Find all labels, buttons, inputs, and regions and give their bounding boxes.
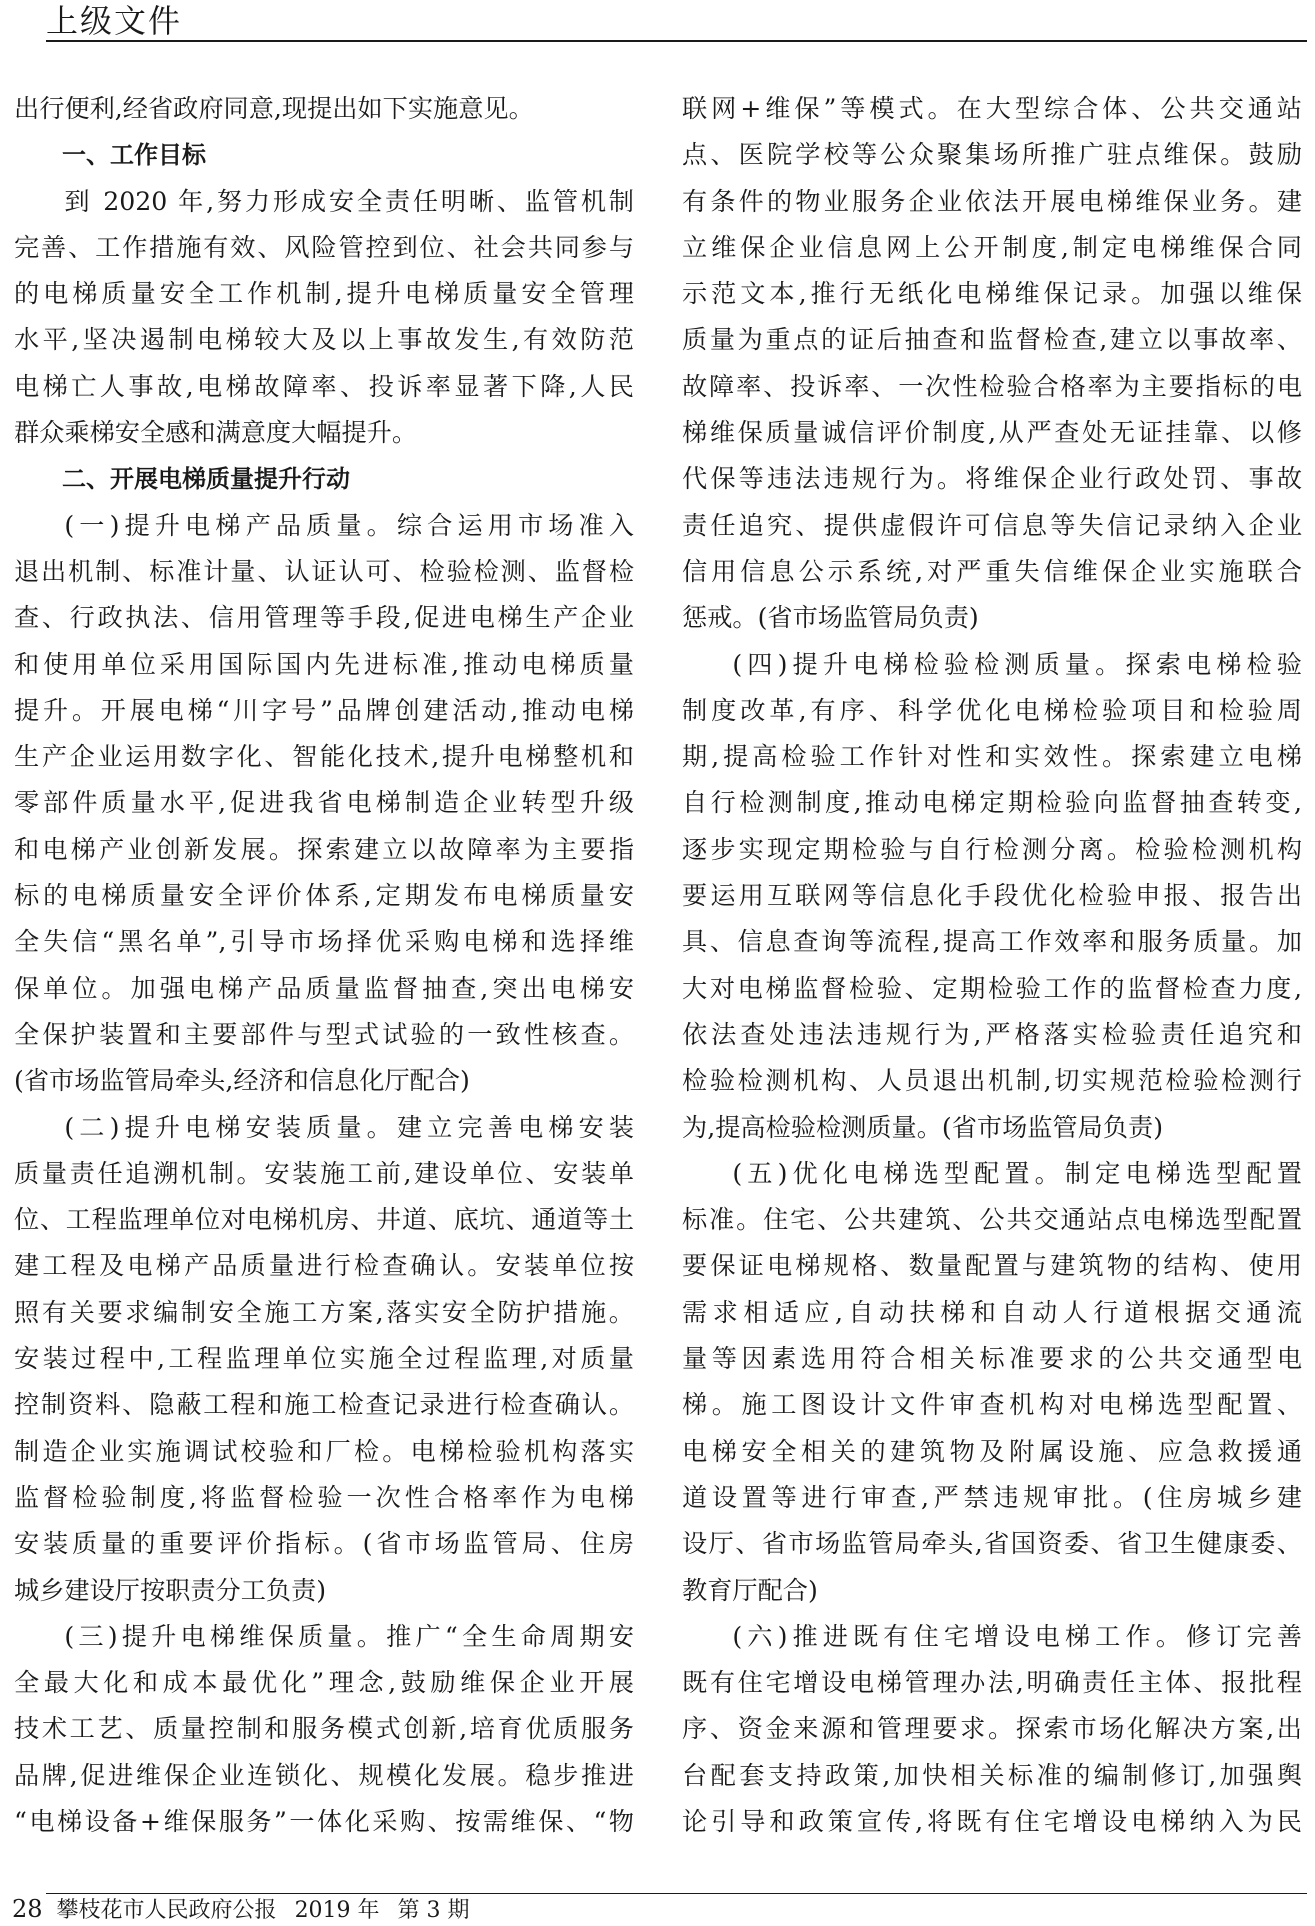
text-line: 监督检验制度,将监督检验一次性合格率作为电梯 [14,1482,634,1512]
text-line: 安装过程中,工程监理单位实施全过程监理,对质量 [14,1344,634,1374]
text-line: 要运用互联网等信息化手段优化检验申报、报告出 [682,881,1302,911]
text-line: 论引导和政策宣传,将既有住宅增设电梯纳入为民 [682,1806,1302,1836]
text-line: 需求相适应,自动扶梯和自动人行道根据交通流 [682,1297,1302,1327]
text-line: “电梯设备+维保服务”一体化采购、按需维保、“物 [14,1806,634,1836]
text-line: 出行便利,经省政府同意,现提出如下实施意见。 [14,94,534,123]
text-line: 控制资料、隐蔽工程和施工检查记录进行检查确认。 [14,1390,634,1420]
text-line: 退出机制、标准计量、认证认可、检验检测、监督检 [14,556,634,586]
text-line: 全保护装置和主要部件与型式试验的一致性核查。 [14,1019,634,1049]
publication-name: 攀枝花市人民政府公报 [56,1898,277,1923]
text-line: 台配套支持政策,加快相关标准的编制修订,加强舆 [682,1760,1302,1790]
text-line: (四)提升电梯检验检测质量。探索电梯检验 [732,649,1302,679]
text-line: 和电梯产业创新发展。探索建立以故障率为主要指 [14,834,634,864]
text-line: 位、工程监理单位对电梯机房、井道、底坑、通道等土 [14,1205,634,1235]
text-line: 制度改革,有序、科学优化电梯检验项目和检验周 [682,695,1302,725]
text-line: 信用信息公示系统,对严重失信维保企业实施联合 [682,556,1302,586]
text-line: 自行检测制度,推动电梯定期检验向监督抽查转变, [682,788,1302,818]
section-heading: 一、工作目标 [62,141,206,170]
text-line: 制造企业实施调试校验和厂检。电梯检验机构落实 [14,1436,634,1466]
text-line: 水平,坚决遏制电梯较大及以上事故发生,有效防范 [14,325,634,355]
text-line: 示范文本,推行无纸化电梯维保记录。加强以维保 [682,279,1302,309]
text-line: 教育厅配合) [682,1575,818,1605]
text-line: 惩戒。(省市场监管局负责) [682,603,979,633]
section-heading: 二、开展电梯质量提升行动 [62,465,350,494]
left-column [14,86,634,1845]
text-line: 标准。住宅、公共建筑、公共交通站点电梯选型配置 [682,1205,1302,1235]
text-line: 既有住宅增设电梯管理办法,明确责任主体、报批程 [682,1668,1302,1698]
text-line: 保单位。加强电梯产品质量监督抽查,突出电梯安 [14,973,634,1003]
page-footer [12,1894,470,1926]
text-line: 品牌,促进维保企业连锁化、规模化发展。稳步推进 [14,1760,634,1790]
header-rule [46,40,1307,42]
text-line: 为,提高检验检测质量。(省市场监管局负责) [682,1112,1164,1142]
text-line: 标的电梯质量安全评价体系,定期发布电梯质量安 [14,881,634,911]
text-line: 安装质量的重要评价指标。(省市场监管局、住房 [14,1529,634,1559]
text-line: 序、资金来源和管理要求。探索市场化解决方案,出 [682,1714,1302,1744]
text-line: 道设置等进行审查,严禁违规审批。(住房城乡建 [682,1482,1302,1512]
text-line: 质量为重点的证后抽查和监督检查,建立以事故率、 [682,325,1302,355]
text-line: 完善、工作措施有效、风险管控到位、社会共同参与 [14,232,634,262]
text-line: (五)优化电梯选型配置。制定电梯选型配置 [732,1158,1302,1188]
text-line: 设厅、省市场监管局牵头,省国资委、省卫生健康委、 [682,1529,1302,1559]
text-line: 的电梯质量安全工作机制,提升电梯质量安全管理 [14,279,634,309]
text-line: 全最大化和成本最优化”理念,鼓励维保企业开展 [14,1668,634,1698]
text-line: (一)提升电梯产品质量。综合运用市场准入 [64,510,634,540]
text-line: 责任追究、提供虚假许可信息等失信记录纳入企业 [682,510,1302,540]
text-line: 电梯安全相关的建筑物及附属设施、应急救援通 [682,1436,1302,1466]
text-line: 质量责任追溯机制。安装施工前,建设单位、安装单 [14,1158,634,1188]
text-line: 梯维保质量诚信评价制度,从严查处无证挂靠、以修 [682,418,1302,448]
text-line: 代保等违法违规行为。将维保企业行政处罚、事故 [682,464,1302,494]
text-line: 故障率、投诉率、一次性检验合格率为主要指标的电 [682,371,1302,401]
text-line: 联网+维保”等模式。在大型综合体、公共交通站 [682,94,1302,123]
text-line: 电梯亡人事故,电梯故障率、投诉率显著下降,人民 [14,371,634,401]
text-line: 全失信“黑名单”,引导市场择优采购电梯和选择维 [14,927,634,957]
text-line: 技术工艺、质量控制和服务模式创新,培育优质服务 [14,1714,634,1744]
text-line: 点、医院学校等公众聚集场所推广驻点维保。鼓励 [682,140,1302,170]
text-line: (省市场监管局牵头,经济和信息化厅配合) [14,1066,470,1096]
text-line: 建工程及电梯产品质量进行检查确认。安装单位按 [14,1251,634,1281]
text-line: 零部件质量水平,促进我省电梯制造企业转型升级 [14,788,634,818]
text-line: 生产企业运用数字化、智能化技术,提升电梯整机和 [14,742,634,772]
text-line: 有条件的物业服务企业依法开展电梯维保业务。建 [682,186,1302,216]
text-line: (六)推进既有住宅增设电梯工作。修订完善 [732,1621,1302,1651]
publication-issue: 第 3 期 [397,1898,470,1923]
text-line: 到 2020 年,努力形成安全责任明晰、监管机制 [64,186,634,216]
text-line: 查、行政执法、信用管理等手段,促进电梯生产企业 [14,603,634,633]
text-line: 检验检测机构、人员退出机制,切实规范检验检测行 [682,1066,1302,1096]
text-line: 照有关要求编制安全施工方案,落实安全防护措施。 [14,1297,634,1327]
text-line: (二)提升电梯安装质量。建立完善电梯安装 [64,1112,634,1142]
text-line: 大对电梯监督检验、定期检验工作的监督检查力度, [682,973,1302,1003]
text-line: 期,提高检验工作针对性和实效性。探索建立电梯 [682,742,1302,772]
text-line: 立维保企业信息网上公开制度,制定电梯维保合同 [682,232,1302,262]
right-column [682,86,1302,1845]
text-line: 群众乘梯安全感和满意度大幅提升。 [14,418,417,448]
page-number: 28 [12,1895,43,1923]
text-line: 量等因素选用符合相关标准要求的公共交通型电 [682,1344,1302,1374]
text-line: 要保证电梯规格、数量配置与建筑物的结构、使用 [682,1251,1302,1281]
text-line: 梯。施工图设计文件审查机构对电梯选型配置、 [682,1390,1302,1420]
text-line: 提升。开展电梯“川字号”品牌创建活动,推动电梯 [14,695,634,725]
publication-year: 2019 年 [294,1898,380,1923]
text-line: 逐步实现定期检验与自行检测分离。检验检测机构 [682,834,1302,864]
text-line: 城乡建设厅按职责分工负责) [14,1575,327,1605]
text-line: 和使用单位采用国际国内先进标准,推动电梯质量 [14,649,634,679]
text-line: (三)提升电梯维保质量。推广“全生命周期安 [64,1621,634,1651]
page-header-title: 上级文件 [46,2,183,40]
text-line: 依法查处违法违规行为,严格落实检验责任追究和 [682,1019,1302,1049]
text-line: 具、信息查询等流程,提高工作效率和服务质量。加 [682,927,1302,957]
